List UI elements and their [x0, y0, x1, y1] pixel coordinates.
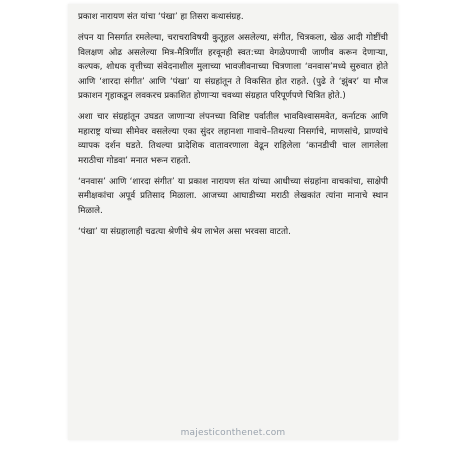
- paragraph-region: अशा चार संग्रहांतून उघडत जाणाऱ्या लंपनच्या विशिष्ट पर्वातील भावविश्वासमवेत, कर्नाटक आणि महाराष्ट्र यांच्या सीमेवर वसलेल्या एका सुंदर लहानशा गावाचे–तिथल्या निसर्गाचे, माणसांचे, प्राण्यांचे व्यापक दर्शन घडते. तिथल्या प्रादेशिक वातावरणाला वेढून राहिलेला ‘कानडीची चाल लागलेला मराठीचा गोडवा’ मनात भरून राहतो.: [78, 112, 388, 166]
- watermark: majesticonthenet.com: [180, 428, 286, 438]
- paragraph-reception: ‘वनवास’ आणि ‘शारदा संगीत’ या प्रकाश नारायण संत यांच्या आधीच्या संग्रहांना वाचकांचा, साक्षेपी समीक्षकांचा अपूर्व प्रतिसाद मिळाला. आजच्या आघाडीच्या मराठी लेखकांत त्यांना मानाचे स्थान मिळाले.: [78, 177, 388, 216]
- blurb-text: [78, 10, 388, 247]
- paragraph-intro: प्रकाश नारायण संत यांचा ‘पंखा’ हा तिसरा कथासंग्रह.: [78, 12, 244, 22]
- paragraph-closing: ‘पंखा’ या संग्रहालाही चढत्या श्रेणीचे श्रेय लाभेल असा भरवसा वाटतो.: [78, 227, 291, 238]
- paragraph-lampan: लंपन या निसर्गात रमलेल्या, चराचराविषयी कुतूहल असलेल्या, संगीत, चित्रकला, खेळ आदी गोष्टींची विलक्षण ओढ असलेल्या मित्र-मैत्रिणींत हरवूनही स्वत:च्या वेगळेपणाची जाणीव करून देणाऱ्या, कल्पक, शोधक वृत्तीच्या संवेदनाशील मुलाच्या भावजीवनाच्या चित्रणाला ‘वनवास’मध्ये सुरुवात होते आणि ‘शारदा संगीत’ आणि ‘पंखा’ या संग्रहांतून ते विकसित होत राहते. (पुढे ते ‘झुंबर’ या मौज प्रकाशन गृहाकडून लवकरच प्रकाशित होणाऱ्या चवथ्या संग्रहात परिपूर्णपणे चित्रित होते.): [78, 33, 388, 102]
- book-back-cover: [68, 4, 398, 440]
